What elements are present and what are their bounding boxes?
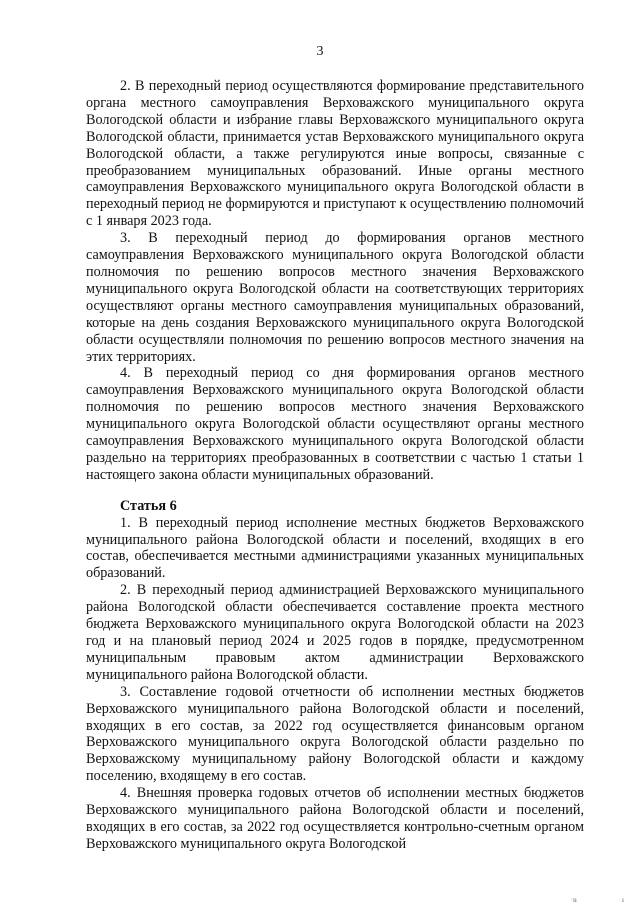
article-6-paragraph-3: 3. Составление годовой отчетности об исполнении местных бюджетов Верховажского муниципального района Вологодской области и поселений, входящих в его состав, за 2022 год осуществляется финансовым органом Верховажского муниципального округа Вологодской области раздельно по Верховажскому муниципальному району Вологодской области и каждому поселению, входящему в его состав. [86,683,584,785]
article-6-paragraph-2: 2. В переходный период администрацией Верховажского муниципального района Вологодской области обеспечивается составление проекта местного бюджета Верховажского муниципального округа Вологодской области на 2023 год и на плановый период 2024 и 2025 годов в порядке, предусмотренном муниципальным правовым актом администрации Верховажского муниципального района Вологодской области. [86,582,584,683]
paragraph-3-transition: 3. В переходный период до формирования органов местного самоуправления Верховажского муниципального округа Вологодской области полномочия по решению вопросов местного значения Верховажского муниципального округа Вологодской области на соответствующих территориях осуществляют органы местного самоуправления муниципальных образований, которые на день создания Верховажского муниципального округа Вологодской области осуществляли полномочия по решению вопросов местного значения на этих территориях. [86,230,584,365]
page-number: 3 [316,44,324,59]
scan-artifact-mark: ı [622,896,624,904]
scan-artifact-mark: ˑıı [571,896,577,904]
article-6-paragraph-1: 1. В переходный период исполнение местных бюджетов Верховажского муниципального района Вологодской области и поселений, входящих в его состав, обеспечивается местными администрациями указанных муниципальных образований. [86,514,584,582]
paragraph-2-transition: 2. В переходный период осуществляются формирование представительного органа местного самоуправления Верховажского муниципального округа Вологодской области и избрание главы Верховажского муниципального округа Вологодской области, принимается устав Верховажского муниципального округа Вологодской области, а также регулируются иные вопросы, связанные с преобразованием муниципальных образований. Иные органы местного самоуправления Верховажского муниципального округа Вологодской области в переходный период не формируются и приступают к осуществлению полномочий с 1 января 2023 года. [86,78,584,230]
article-6-paragraph-4: 4. Внешняя проверка годовых отчетов об исполнении местных бюджетов Верховажского муниципального района Вологодской области и поселений, входящих в его состав, за 2022 год осуществляется контрольно-счетным органом Верховажского муниципального округа Вологодской [86,785,584,852]
article-6-heading: Статья 6 [120,497,177,514]
paragraph-4-transition: 4. В переходный период со дня формирования органов местного самоуправления Верховажского муниципального округа Вологодской области полномочия по решению вопросов местного значения Верховажского муниципального округа Вологодской области осуществляют органы местного самоуправления Верховажского муниципального округа Вологодской области раздельно на территориях преобразованных в соответствии с частью 1 статьи 1 настоящего закона области муниципальных образований. [86,365,584,483]
document-body [86,78,584,853]
